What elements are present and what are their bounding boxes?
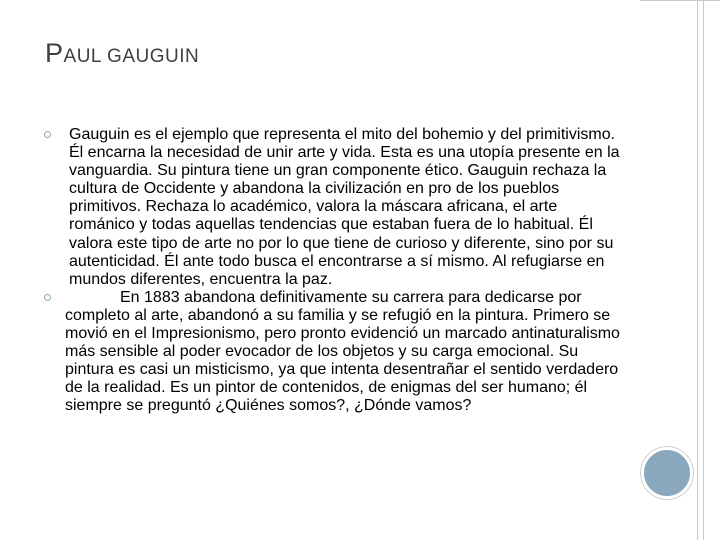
filled-circle-decoration-icon [641, 447, 693, 499]
slide-title [45, 38, 199, 69]
hollow-circle-bullet-icon [44, 294, 51, 301]
bullet-list [44, 126, 624, 416]
slide-title-initial: P [45, 38, 64, 68]
hollow-circle-bullet-icon [44, 131, 51, 138]
bullet-item-1 [44, 126, 624, 289]
bullet-text-2: En 1883 abandona definitivamente su carrera para dedicarse por completo al arte, abandonó a su familia y se refugió en la pintura. Primero se movió en el Impresionismo, pero pronto evidenció un marcado antinaturalismo más sensible al poder evocador de los objetos y su carga emocional. Su pintura es casi un misticismo, ya que intenta desentrañar el sentido verdadero de la realidad. Es un pintor de contenidos, de enigmas del ser humano; él siempre se preguntó ¿Quiénes somos?, ¿Dónde vamos? [65, 288, 620, 415]
frame-right-line-inner [703, 0, 704, 540]
frame-top-line [640, 0, 720, 1]
slide-title-rest: AUL GAUGUIN [63, 46, 200, 67]
bullet-item-2 [44, 289, 624, 416]
frame-right-line-outer [697, 0, 698, 540]
bullet-text-1: Gauguin es el ejemplo que representa el mito del bohemio y del primitivismo. Él encarna la necesidad de unir arte y vida. Esta es una utopía presente en la vanguardia. Su pintura tiene un gran componente ético. Gauguin rechaza la cultura de Occidente y abandona la civilización en pro de los pueblos primitivos. Rechaza lo académico, valora la máscara africana, el arte románico y todas aquellas tendencias que estaban fuera de lo habitual. Él valora este tipo de arte no por lo que tiene de curioso y diferente, sino por su autenticidad. Él ante todo busca el encontrarse a sí mismo. Al refugiarse en mundos diferentes, encuentra la paz. [69, 126, 620, 288]
